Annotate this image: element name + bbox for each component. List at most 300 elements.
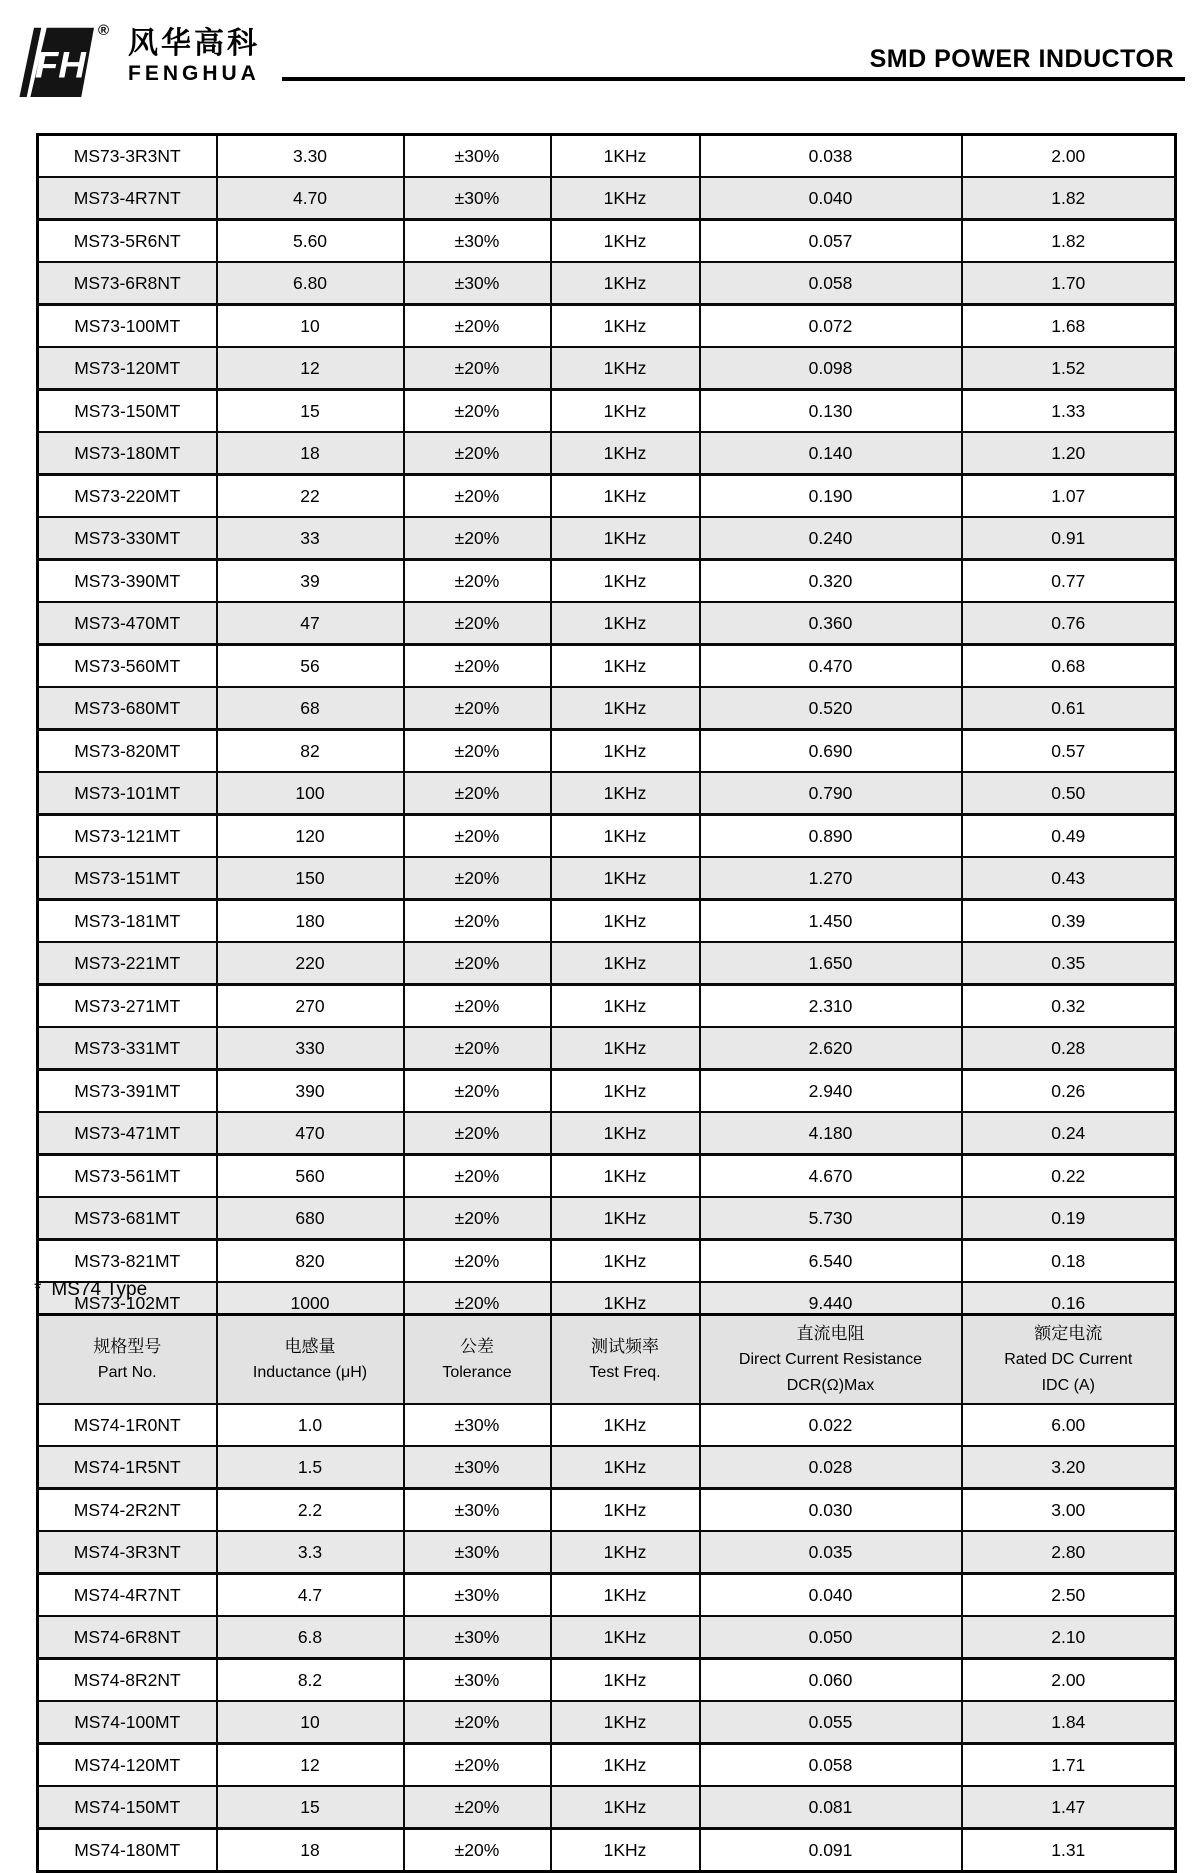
cell: MS73-271MT [74,995,181,1016]
cell: 18 [217,1829,404,1872]
cell: 220 [217,942,404,985]
cell: 0.39 [962,900,1176,943]
cell: 1.47 [962,1786,1176,1829]
table-row [38,347,1176,390]
table-row [38,305,1176,348]
cell: ±20% [404,985,551,1028]
cell: 39 [217,560,404,603]
cell: 100 [217,772,404,815]
cell: 1.84 [962,1701,1176,1744]
cell: MS74-6R8NT [73,1626,181,1647]
cell: 1.0 [217,1404,404,1446]
ms74-section-label [34,1279,147,1301]
cell: 0.470 [700,645,962,688]
cell: 0.68 [962,645,1176,688]
cell: 2.00 [962,1659,1176,1702]
table-row [38,390,1176,433]
cell: MS73-120MT [74,357,181,378]
cell: 1KHz [551,347,700,390]
company-name [128,28,260,85]
cell: ±30% [404,1574,551,1617]
cell: 270 [217,985,404,1028]
cell: 0.040 [700,177,962,220]
cell: MS74-100MT [74,1711,181,1732]
cell: 0.081 [700,1786,962,1829]
column-header [404,1315,551,1405]
cell: 1KHz [551,1404,700,1446]
cell: 1KHz [551,390,700,433]
table-row [38,1070,1176,1113]
cell: 1KHz [551,942,700,985]
cell: 0.040 [700,1574,962,1617]
cell: 18 [217,432,404,475]
cell: ±30% [404,1446,551,1489]
table-row [38,1786,1176,1829]
company-name-chinese: 风华高科 [128,27,260,60]
cell: 1KHz [551,1112,700,1155]
cell: 0.28 [962,1027,1176,1070]
cell: ±20% [404,1155,551,1198]
cell: 0.61 [962,687,1176,730]
cell: ±20% [404,1829,551,1872]
cell: MS73-3R3NT [73,145,181,166]
cell: 0.890 [700,815,962,858]
cell: ±20% [404,730,551,773]
cell: MS74-3R3NT [73,1541,181,1562]
cell: 1.07 [962,475,1176,518]
table-row [38,432,1176,475]
cell: ±20% [404,602,551,645]
svg-text:FH: FH [34,43,86,86]
cell: MS73-390MT [74,570,181,591]
cell: ±20% [404,645,551,688]
table-row [38,645,1176,688]
cell: 0.190 [700,475,962,518]
cell: 2.2 [217,1489,404,1532]
cell: MS73-221MT [74,952,181,973]
cell: 12 [217,1744,404,1787]
cell: 0.098 [700,347,962,390]
cell: MS73-181MT [74,910,181,931]
cell: 0.24 [962,1112,1176,1155]
column-header-line: 电感量 [284,1336,336,1356]
cell: 56 [217,645,404,688]
cell: 2.310 [700,985,962,1028]
cell: 2.940 [700,1070,962,1113]
cell: 1.450 [700,900,962,943]
header-row [38,1315,1176,1405]
cell: 2.50 [962,1574,1176,1617]
cell: 1KHz [551,645,700,688]
table-row [38,1616,1176,1659]
cell: MS73-680MT [74,697,181,718]
cell: MS73-470MT [74,612,181,633]
cell: ±20% [404,1070,551,1113]
column-header-line: Direct Current Resistance [738,1350,923,1368]
cell: MS73-330MT [74,527,181,548]
company-name-english: FENGHUA [128,62,260,85]
cell: 82 [217,730,404,773]
cell: 4.670 [700,1155,962,1198]
table-row [38,815,1176,858]
table-row [38,772,1176,815]
cell: ±30% [404,1489,551,1532]
cell: 6.8 [217,1616,404,1659]
cell: 0.055 [700,1701,962,1744]
page-title: SMD POWER INDUCTOR [869,45,1174,73]
cell: MS73-331MT [74,1037,181,1058]
cell: 1KHz [551,1659,700,1702]
fenghua-logo-icon [14,26,94,97]
cell: 5.60 [217,220,404,263]
cell: 6.80 [217,262,404,305]
cell: 3.00 [962,1489,1176,1532]
cell: 0.91 [962,517,1176,560]
cell: ±20% [404,1112,551,1155]
cell: ±30% [404,135,551,178]
cell: 15 [217,390,404,433]
cell: 1KHz [551,1197,700,1240]
cell: 1KHz [551,1070,700,1113]
cell: MS73-151MT [74,867,181,888]
cell: ±30% [404,1404,551,1446]
cell: 2.80 [962,1531,1176,1574]
cell: 2.620 [700,1027,962,1070]
cell: 1KHz [551,220,700,263]
cell: 3.30 [217,135,404,178]
cell: 0.072 [700,305,962,348]
cell: ±20% [404,1282,551,1325]
cell: 4.7 [217,1574,404,1617]
cell: 1KHz [551,1786,700,1829]
cell: 0.22 [962,1155,1176,1198]
cell: 1.70 [962,262,1176,305]
cell: 1KHz [551,1027,700,1070]
cell: MS74-1R0NT [73,1414,181,1435]
cell: ±20% [404,1240,551,1283]
ms73-spec-table [36,133,1177,1326]
cell: ±30% [404,262,551,305]
cell: MS74-4R7NT [73,1584,181,1605]
cell: 0.19 [962,1197,1176,1240]
cell: MS73-391MT [74,1080,181,1101]
cell: ±20% [404,1701,551,1744]
column-header [551,1315,700,1405]
table-row [38,1240,1176,1283]
cell: 180 [217,900,404,943]
cell: 0.035 [700,1531,962,1574]
cell: ±30% [404,220,551,263]
cell: 0.028 [700,1446,962,1489]
cell: 1.20 [962,432,1176,475]
table-row [38,730,1176,773]
column-header-line: Tolerance [442,1363,512,1381]
cell: ±20% [404,1197,551,1240]
cell: 0.050 [700,1616,962,1659]
table-row [38,1659,1176,1702]
cell: 10 [217,1701,404,1744]
cell: 0.057 [700,220,962,263]
asterisk: * [34,1279,42,1300]
cell: 5.730 [700,1197,962,1240]
column-header-line: 测试频率 [591,1336,659,1356]
table-row [38,602,1176,645]
cell: 1.52 [962,347,1176,390]
header-divider [282,77,1185,81]
cell: ±20% [404,772,551,815]
cell: MS73-6R8NT [73,272,181,293]
table-row [38,560,1176,603]
cell: ±20% [404,560,551,603]
cell: MS73-150MT [74,400,181,421]
cell: 1KHz [551,475,700,518]
cell: 1KHz [551,135,700,178]
cell: ±30% [404,1659,551,1702]
cell: ±20% [404,517,551,560]
cell: 2.00 [962,135,1176,178]
table-row [38,1744,1176,1787]
cell: ±30% [404,1616,551,1659]
cell: 0.022 [700,1404,962,1446]
cell: MS73-681MT [74,1207,181,1228]
cell: 47 [217,602,404,645]
column-header-line: DCR(Ω)Max [786,1376,875,1394]
column-header-line: Part No. [97,1363,157,1381]
ms74-spec-table [36,1313,1177,1873]
cell: ±20% [404,347,551,390]
table-row [38,985,1176,1028]
cell: 1KHz [551,560,700,603]
cell: 68 [217,687,404,730]
cell: 1.33 [962,390,1176,433]
cell: 1KHz [551,1616,700,1659]
table-row [38,1574,1176,1617]
cell: 1KHz [551,1531,700,1574]
cell: ±20% [404,390,551,433]
cell: ±20% [404,942,551,985]
table-row [38,475,1176,518]
cell: 0.091 [700,1829,962,1872]
cell: 1KHz [551,305,700,348]
cell: 15 [217,1786,404,1829]
cell: MS73-821MT [74,1250,181,1271]
cell: 1KHz [551,985,700,1028]
cell: 22 [217,475,404,518]
cell: 1KHz [551,1489,700,1532]
cell: 1.270 [700,857,962,900]
table-row [38,942,1176,985]
table-row [38,1489,1176,1532]
cell: ±20% [404,900,551,943]
cell: 1KHz [551,432,700,475]
table-row [38,220,1176,263]
table-row [38,135,1176,178]
table-row [38,687,1176,730]
cell: 1KHz [551,1829,700,1872]
cell: MS73-180MT [74,442,181,463]
column-header-line: 公差 [460,1336,494,1356]
table-row [38,900,1176,943]
cell: 680 [217,1197,404,1240]
cell: 0.16 [962,1282,1176,1325]
cell: 1KHz [551,1574,700,1617]
cell: 1KHz [551,687,700,730]
cell: ±20% [404,1027,551,1070]
cell: 3.3 [217,1531,404,1574]
cell: 4.70 [217,177,404,220]
cell: 0.49 [962,815,1176,858]
cell: 470 [217,1112,404,1155]
cell: MS73-560MT [74,655,181,676]
cell: ±20% [404,475,551,518]
cell: 0.18 [962,1240,1176,1283]
cell: 1KHz [551,1155,700,1198]
cell: 1KHz [551,900,700,943]
cell: 9.440 [700,1282,962,1325]
cell: 0.240 [700,517,962,560]
cell: MS73-4R7NT [73,187,181,208]
column-header-line: 规格型号 [93,1336,162,1356]
cell: MS74-180MT [74,1839,181,1860]
cell: 0.50 [962,772,1176,815]
cell: 1KHz [551,517,700,560]
cell: 0.790 [700,772,962,815]
column-header-line: 直流电阻 [796,1323,865,1343]
cell: 0.43 [962,857,1176,900]
column-header-line: IDC (A) [1041,1376,1095,1394]
cell: 0.130 [700,390,962,433]
cell: 1KHz [551,1701,700,1744]
cell: 1KHz [551,1240,700,1283]
cell: ±20% [404,857,551,900]
cell: 0.77 [962,560,1176,603]
cell: 1000 [217,1282,404,1325]
table-row [38,1446,1176,1489]
cell: 0.360 [700,602,962,645]
cell: 0.058 [700,1744,962,1787]
cell: 1KHz [551,177,700,220]
cell: MS73-561MT [74,1165,181,1186]
cell: ±20% [404,1744,551,1787]
cell: 120 [217,815,404,858]
table-row [38,1701,1176,1744]
cell: 1.5 [217,1446,404,1489]
cell: MS74-150MT [74,1796,181,1817]
cell: 150 [217,857,404,900]
table-row [38,1112,1176,1155]
column-header [38,1315,217,1405]
cell: 0.038 [700,135,962,178]
cell: 1KHz [551,857,700,900]
registered-trademark-icon: ® [98,22,110,39]
cell: MS73-100MT [74,315,181,336]
cell: 390 [217,1070,404,1113]
table-row [38,177,1176,220]
cell: MS73-121MT [74,825,181,846]
cell: 0.35 [962,942,1176,985]
cell: MS73-101MT [74,782,181,803]
cell: 33 [217,517,404,560]
cell: 0.140 [700,432,962,475]
cell: 0.690 [700,730,962,773]
cell: 1KHz [551,730,700,773]
cell: 0.57 [962,730,1176,773]
table-row [38,1155,1176,1198]
cell: MS74-2R2NT [73,1499,181,1520]
cell: 1.68 [962,305,1176,348]
cell: 0.26 [962,1070,1176,1113]
cell: 1.82 [962,177,1176,220]
cell: 1KHz [551,262,700,305]
cell: MS73-102MT [74,1292,181,1313]
cell: 6.540 [700,1240,962,1283]
column-header-line: Rated DC Current [1004,1350,1133,1368]
cell: 0.030 [700,1489,962,1532]
table-row [38,517,1176,560]
cell: 3.20 [962,1446,1176,1489]
cell: 0.320 [700,560,962,603]
table-row [38,1404,1176,1446]
cell: MS74-120MT [74,1754,181,1775]
cell: 1KHz [551,602,700,645]
column-header-line: Inductance (μH) [252,1363,368,1381]
cell: MS73-471MT [74,1122,181,1143]
cell: 0.32 [962,985,1176,1028]
table-row [38,1027,1176,1070]
column-header-line: 额定电流 [1034,1323,1103,1343]
cell: MS73-220MT [74,485,181,506]
cell: 1KHz [551,815,700,858]
cell: 820 [217,1240,404,1283]
cell: 560 [217,1155,404,1198]
cell: 1.71 [962,1744,1176,1787]
cell: 0.520 [700,687,962,730]
cell: ±20% [404,305,551,348]
table-row [38,857,1176,900]
cell: ±20% [404,432,551,475]
cell: 1.650 [700,942,962,985]
cell: ±20% [404,815,551,858]
cell: 1KHz [551,772,700,815]
column-header [962,1315,1176,1405]
cell: 12 [217,347,404,390]
cell: 4.180 [700,1112,962,1155]
cell: 1KHz [551,1282,700,1325]
cell: 0.060 [700,1659,962,1702]
column-header [700,1315,962,1405]
cell: MS74-8R2NT [73,1669,181,1690]
column-header [217,1315,404,1405]
cell: MS73-820MT [74,740,181,761]
cell: 2.10 [962,1616,1176,1659]
cell: 0.76 [962,602,1176,645]
cell: 0.058 [700,262,962,305]
cell: ±20% [404,687,551,730]
cell: ±20% [404,1786,551,1829]
cell: 1KHz [551,1744,700,1787]
table-row [38,1197,1176,1240]
cell: 1.82 [962,220,1176,263]
cell: 6.00 [962,1404,1176,1446]
table-row [38,1829,1176,1872]
cell: MS73-5R6NT [73,230,181,251]
cell: ±30% [404,1531,551,1574]
table-row [38,1531,1176,1574]
cell: 330 [217,1027,404,1070]
column-header-line: Test Freq. [589,1363,661,1381]
cell: 8.2 [217,1659,404,1702]
cell: 10 [217,305,404,348]
